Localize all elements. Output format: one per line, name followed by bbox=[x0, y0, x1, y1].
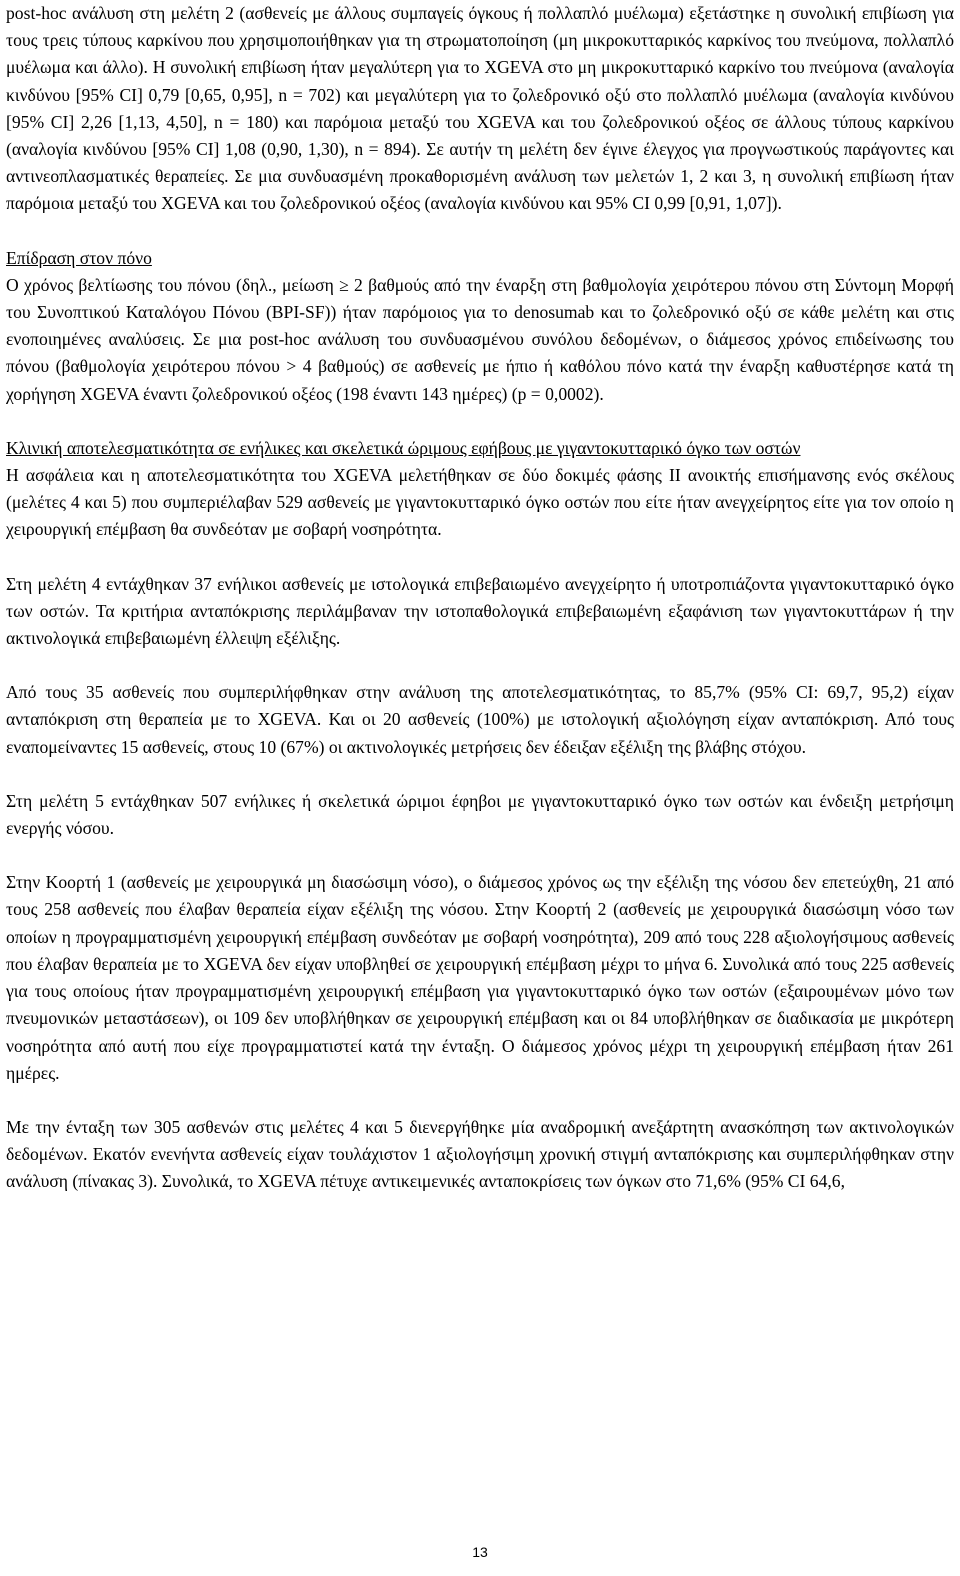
document-page bbox=[6, 0, 954, 1223]
paragraph-text: Στη μελέτη 4 εντάχθηκαν 37 ενήλικοι ασθενείς με ιστολογικά επιβεβαιωμένο ανεγχείρητο ή υποτροπιάζοντα γιγαντοκυτταρικό όγκο των οστών. Τα κριτήρια ανταπόκρισης περιλάμβαναν την ιστοπαθολογικά επιβεβαιωμένη εξαφάνιση των γιγαντοκυττάρων ή την ακτινολογικά επιβεβαιωμένη έλλειψη εξέλιξης. bbox=[6, 573, 954, 649]
section-heading-giant-cell-tumor: Κλινική αποτελεσματικότητα σε ενήλικες και σκελετικά ώριμους εφήβους με γιγαντοκυτταρικό όγκο των οστών bbox=[6, 437, 801, 458]
paragraph-radiology-review bbox=[6, 1114, 954, 1196]
paragraph-text: Η ασφάλεια και η αποτελεσματικότητα του XGEVA μελετήθηκαν σε δύο δοκιμές φάσης II ανοικτής επισήμανσης ενός σκέλους (μελέτες 4 και 5) που συμπεριέλαβαν 529 ασθενείς με γιγαντοκυτταρικό όγκο οστών που είτε ήταν ανεγχείρητος είτε για τον οποίο η χειρουργική επέμβαση θα συνδεόταν με σοβαρή νοσηρότητα. bbox=[6, 465, 954, 540]
paragraph-text: Από τους 35 ασθενείς που συμπεριλήφθηκαν στην ανάλυση της αποτελεσματικότητας, το 85,7% (95% CI: 69,7, 95,2) είχαν ανταπόκριση στη θεραπεία με το XGEVA. Και οι 20 ασθενείς (100%) με ιστολογική αξιολόγηση είχαν ανταπόκριση. Από τους εναπομείναντες 15 ασθενείς, στους 10 (67%) οι ακτινολογικές μετρήσεις δεν έδειξαν εξέλιξη της βλάβης στόχου. bbox=[6, 682, 954, 757]
paragraph-text: Με την ένταξη των 305 ασθενών στις μελέτες 4 και 5 διενεργήθηκε μία αναδρομική ανεξάρτητη ανασκόπηση των ακτινολογικών δεδομένων. Εκατόν ενενήντα ασθενείς είχαν τουλάχιστον 1 αξιολογήσιμη χρονική στιγμή ανταπόκρισης και συμπεριλήφθηκαν στην ανάλυση (πίνακας 3). Συνολικά, το XGEVA πέτυχε αντικειμενικές ανταποκρίσεις των όγκων στο 71,6% (95% CI 64,6, bbox=[6, 1116, 954, 1192]
paragraph-study-5 bbox=[6, 788, 954, 842]
paragraph-text: Ο χρόνος βελτίωσης του πόνου (δηλ., μείωση ≥ 2 βαθμούς από την έναρξη στη βαθμολογία χειρότερου πόνου στη Σύντομη Μορφή του Συνοπτικού Καταλόγου Πόνου (BPI-SF)) ήταν παρόμοιος για το denosumab και το ζολεδρονικό οξύ σε κάθε μελέτη και στις ενοποιημένες αναλύσεις. Σε μια post-hoc ανάλυση του συνδυασμένου συνόλου δεδομένων, ο διάμεσος χρόνος επιδείνωσης του πόνου (βαθμολογία χειρότερου πόνου > 4 βαθμούς) σε ασθενείς με ήπιο ή καθόλου πόνο κατά την έναρξη καθυστέρησε κατά τη χορήγηση XGEVA έναντι ζολεδρονικού οξέος (198 έναντι 143 ημέρες) (p = 0,0002). bbox=[6, 274, 954, 404]
paragraph-text: post-hoc ανάλυση στη μελέτη 2 (ασθενείς με άλλους συμπαγείς όγκους ή πολλαπλό μυέλωμα) εξετάστηκε η συνολική επιβίωση για τους τρεις τύπους καρκίνου που χρησιμοποιήθηκαν για τη στρωματοποίηση (μη μικροκυτταρικός καρκίνος του πνεύμονα, πολλαπλό μυέλωμα και άλλο). Η συνολική επιβίωση ήταν μεγαλύτερη για το XGEVA στο μη μικροκυτταρικό καρκίνο του πνεύμονα (αναλογία κινδύνου [95% CI] 0,79 [0,65, 0,95], n = 702) και μεγαλύτερη για το ζολεδρονικό οξύ στο πολλαπλό μυέλωμα (αναλογία κινδύνου [95% CI] 2,26 [1,13, 4,50], n = 180) και παρόμοια μεταξύ του XGEVA και του ζολεδρονικού οξέος σε άλλους τύπους καρκίνου (αναλογία κινδύνου [95% CI] 1,08 (0,90, 1,30), n = 894). Σε αυτήν τη μελέτη δεν έγινε έλεγχος για προγνωστικούς παράγοντες και αντινεοπλασματικές θεραπείες. Σε μια συνδυασμένη προκαθορισμένη ανάλυση των μελετών 1, 2 και 3, η συνολική επιβίωση ήταν παρόμοια μεταξύ του XGEVA και του ζολεδρονικού οξέος (αναλογία κινδύνου και 95% CI 0,99 [0,91, 1,07]). bbox=[6, 3, 954, 214]
paragraph-efficacy-35 bbox=[6, 679, 954, 761]
paragraph-overall-survival bbox=[6, 0, 954, 218]
section-heading-pain: Επίδραση στον πόνο bbox=[6, 247, 152, 268]
page-number: 13 bbox=[472, 1544, 488, 1560]
paragraph-text: Στην Κοορτή 1 (ασθενείς με χειρουργικά μη διασώσιμη νόσο), ο διάμεσος χρόνος ως την εξέλιξη της νόσου δεν επετεύχθη, 21 από τους 258 ασθενείς που έλαβαν θεραπεία είχαν εξέλιξη της νόσου. Στην Κοορτή 2 (ασθενείς με χειρουργικά διασώσιμη νόσο των οποίων η προγραμματισμένη χειρουργική επέμβαση συνδεόταν με σοβαρή νοσηρότητα), 209 από τους 228 αξιολογήσιμους ασθενείς που έλαβαν θεραπεία με το XGEVA δεν είχαν υποβληθεί σε χειρουργική επέμβαση μέχρι το μήνα 6. Συνολικά από τους 225 ασθενείς για τους οποίους ήταν προγραμματισμένη χειρουργική επέμβαση για γιγαντοκυτταρικό όγκο των οστών (εξαιρουμένων μόνο των πνευμονικών μεταστάσεων), οι 109 δεν υποβλήθηκαν σε χειρουργική επέμβαση και οι 84 υποβλήθηκαν σε διαδικασία με μικρότερη νοσηρότητα από αυτή που είχε προγραμματιστεί κατά την ένταξη. Ο διάμεσος χρόνος μέχρι τη χειρουργική επέμβαση ήταν 261 ημέρες. bbox=[6, 872, 954, 1083]
section-giant-cell-tumor bbox=[6, 435, 954, 544]
paragraph-cohorts bbox=[6, 869, 954, 1087]
paragraph-text: Στη μελέτη 5 εντάχθηκαν 507 ενήλικες ή σκελετικά ώριμοι έφηβοι με γιγαντοκυτταρικό όγκο των οστών και ένδειξη μετρήσιμη ενεργής νόσου. bbox=[6, 790, 954, 839]
section-pain-effect bbox=[6, 245, 954, 408]
paragraph-study-4 bbox=[6, 571, 954, 653]
